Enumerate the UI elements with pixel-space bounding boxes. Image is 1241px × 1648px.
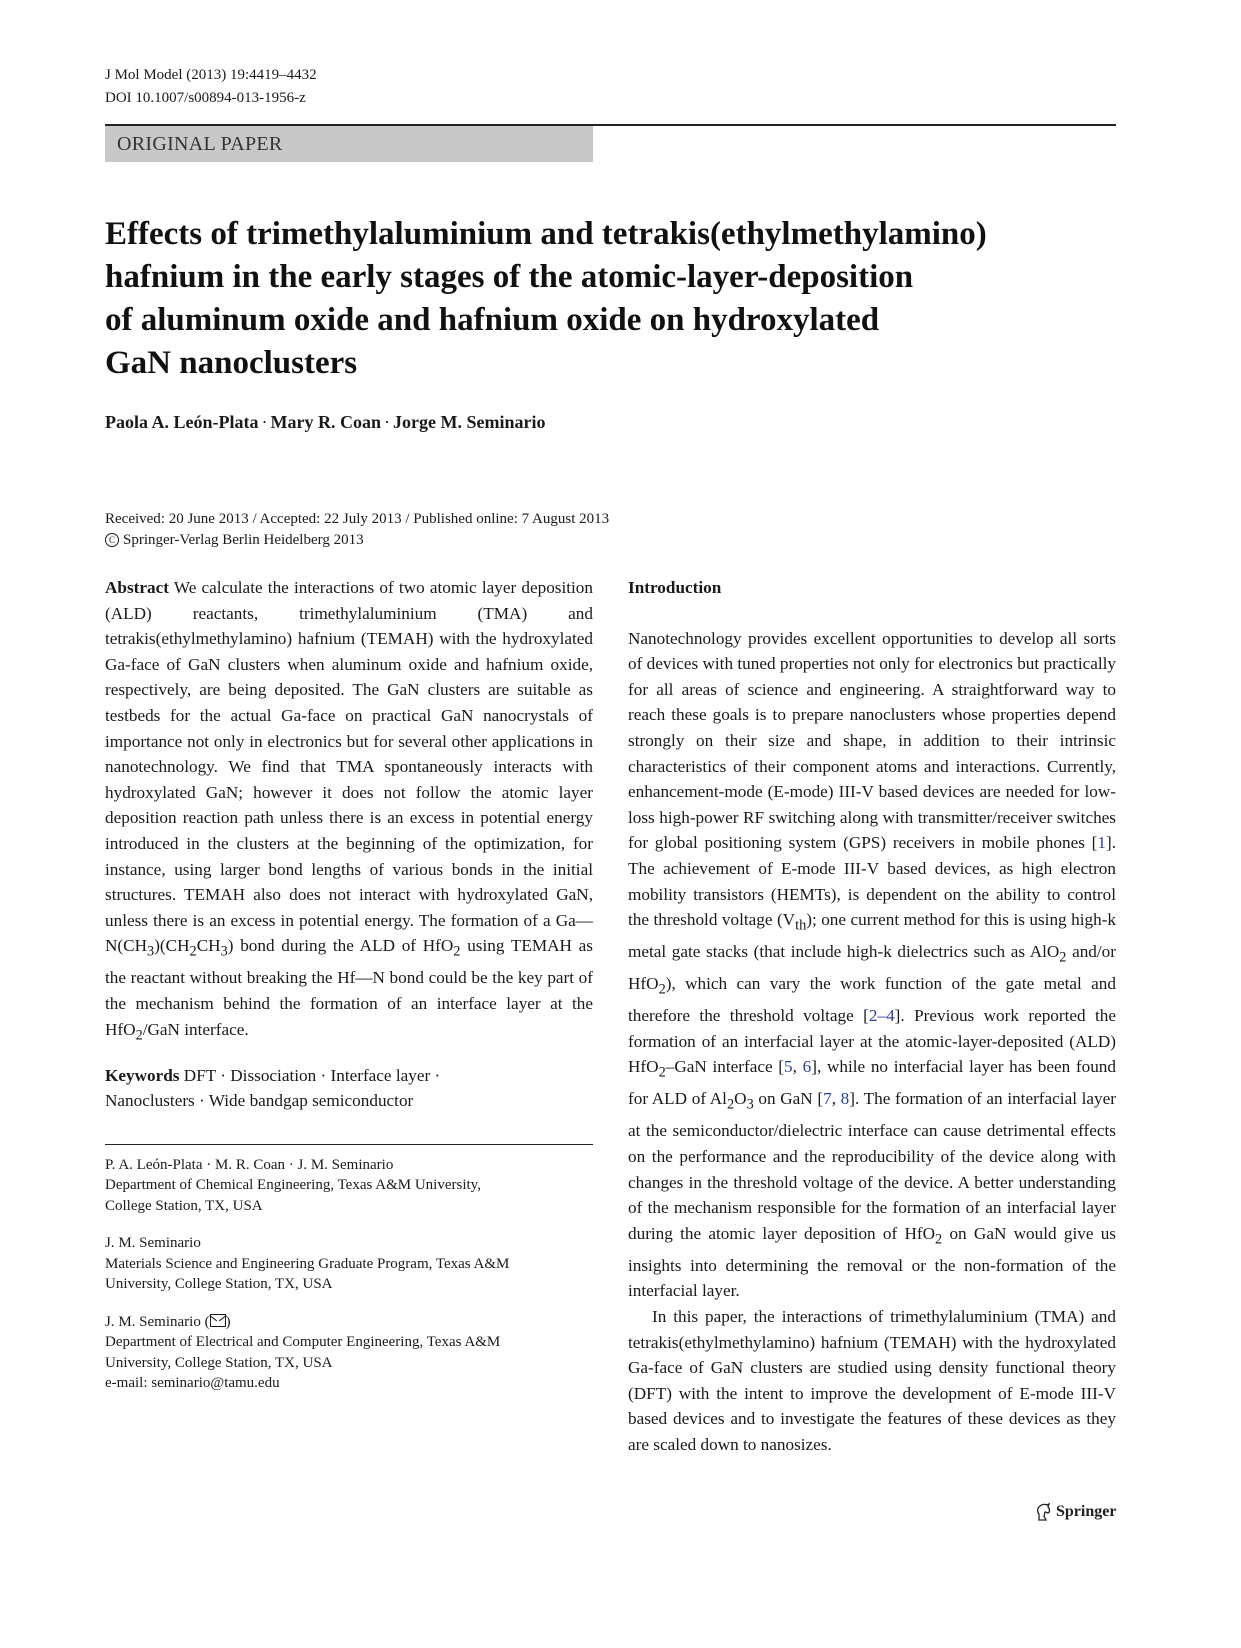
citation-link[interactable]: 5: [784, 1057, 793, 1077]
copyright-line: C Springer-Verlag Berlin Heidelberg 2013: [105, 530, 609, 551]
author-list: [105, 412, 545, 433]
publication-dates: [105, 509, 609, 551]
received-line: Received: 20 June 2013 / Accepted: 22 July 2013 / Published online: 7 August 2013: [105, 511, 610, 527]
section-heading-introduction: Introduction: [628, 578, 722, 597]
email-link[interactable]: e-mail: seminario@tamu.edu: [105, 1375, 280, 1392]
citation-link[interactable]: 1: [1097, 833, 1106, 853]
citation-link[interactable]: 7: [823, 1089, 832, 1109]
author-name: Jorge M. Seminario: [393, 412, 546, 432]
author-separator: ·: [261, 412, 268, 432]
right-column: [628, 575, 1116, 1458]
publisher-logo: [1034, 1502, 1116, 1522]
affiliation-rule: [105, 1144, 593, 1145]
left-column: [105, 575, 593, 1394]
intro-paragraph: In this paper, the interactions of trimethylaluminium (TMA) and tetrakis(ethylmethylamino) hafnium (TEMAH) with the hydroxylated Ga-face of GaN clusters are studied using density functional theory (DFT) with the intent to improve the development of E-mode III-V based devices and to investigate the features of these devices as they are scaled down to nanosizes.: [628, 1307, 1116, 1455]
keywords-label: Keywords: [105, 1065, 180, 1085]
citation-link[interactable]: 6: [802, 1057, 812, 1077]
section-label: ORIGINAL PAPER: [105, 126, 593, 162]
copyright-icon: C: [105, 533, 119, 547]
citation-link[interactable]: 8: [840, 1089, 850, 1109]
citation-link[interactable]: 2–4: [868, 1006, 895, 1026]
doi: DOI 10.1007/s00894-013-1956-z: [105, 90, 306, 106]
publisher-name: Springer: [1056, 1503, 1117, 1520]
author-separator: ·: [384, 412, 390, 432]
affiliation: J. M. Seminario Materials Science and Engineering Graduate Program, Texas A&M University, College Station, TX, USA: [105, 1235, 510, 1293]
journal-reference: [105, 64, 317, 110]
abstract-label: Abstract: [105, 578, 169, 597]
affiliation: P. A. León-Plata · M. R. Coan · J. M. Seminario Department of Chemical Engineering, Texas A&M University, College Station, TX, USA: [105, 1156, 481, 1214]
intro-paragraph: Nanotechnology provides excellent opportunities to develop all sorts of devices with tuned properties not only for electronics but practically for all areas of science and engineering. A straightforward way to reach these goals is to prepare nanoclusters whose properties depend strongly on their size and shape, in addition to their intrinsic characteristics of their component atoms and interactions. Currently, enhancement-mode (E-mode) III-V based devices are needed for low-loss high-power RF switching along with transmitter/receiver switches for global positioning system (GPS) receivers in mobile phones [1]. The achievement of E-mode III-V based devices, as high electron mobility transistors (HEMTs), is dependent on the ability to control the threshold voltage $(V_{th})$; one current method for this is using high-k metal gate stacks (that include high-k dielectrics such as AlO$_2$ and/or HfO$_2$), which can vary the work function of the gate metal and therefore the threshold voltage [2–4]. Previous work reported the formation of an interfacial layer at the atomic-layer-deposited (ALD) HfO$_2$–GaN interface [5, 6], while no interfacial layer has been found for ALD of $Al_2O_3$ on GaN [7, 8]. The formation of an interfacial layer at the semiconductor/dielectric interface can cause detrimental effects on the performance and the reproducibility of the device along with changes in the threshold voltage of the device. A better understanding of the mechanism responsible for the formation of an interfacial layer during the atomic layer deposition of HfO$_2$ on GaN would give us insights into determining the removal or the non-formation of the interfacial layer.: [628, 628, 1116, 1301]
article-title: Effects of trimethylaluminium and tetrakis(ethylmethylamino) hafnium in the early stages of the atomic-layer-deposition of aluminum oxide and hafnium oxide on hydroxylated GaN nanoclusters: [105, 216, 987, 381]
abstract: Abstract We calculate the interactions of two atomic layer deposition (ALD) reactants, trimethylaluminium (TMA) and tetrakis(ethylmethylamino) hafnium (TEMAH) with the hydroxylated Ga-face of GaN clusters when aluminum oxide and hafnium oxide, respectively, are being deposited. The GaN clusters are suitable as testbeds for the actual Ga-face on practical GaN nanocrystals of importance not only in electronics but for several other applications in nanotechnology. We find that TMA spontaneously interacts with hydroxylated GaN; however it does not follow the atomic layer deposition reaction path unless there is an excess in potential energy introduced in the clusters at the beginning of the optimization, for instance, using larger bond lengths of various bonds in the initial structures. TEMAH also does not interact with hydroxylated GaN, unless there is an excess in potential energy. The formation of a $Ga—N(CH_3)(CH_2CH_3)$ bond during the ALD of HfO$_2$ using TEMAH as the reactant without breaking the Hf—N bond could be the key part of the mechanism behind the formation of an interface layer at the HfO$_2$/GaN interface.: [105, 578, 593, 1043]
keywords: Keywords DFT · Dissociation · Interface layer · Nanoclusters · Wide bandgap semiconductor: [105, 1065, 441, 1111]
affiliation: J. M. Seminario ( ) Department of Electrical and Computer Engineering, Texas A&M University, College Station, TX, USA e-mail: seminario@tamu.edu: [105, 1313, 501, 1392]
springer-horse-icon: [1034, 1502, 1052, 1522]
journal-citation: J Mol Model (2013) 19:4419–4432: [105, 67, 317, 83]
author-name: Mary R. Coan: [270, 412, 381, 432]
author-name: Paola A. León-Plata: [105, 412, 259, 432]
envelope-icon: [210, 1314, 226, 1327]
